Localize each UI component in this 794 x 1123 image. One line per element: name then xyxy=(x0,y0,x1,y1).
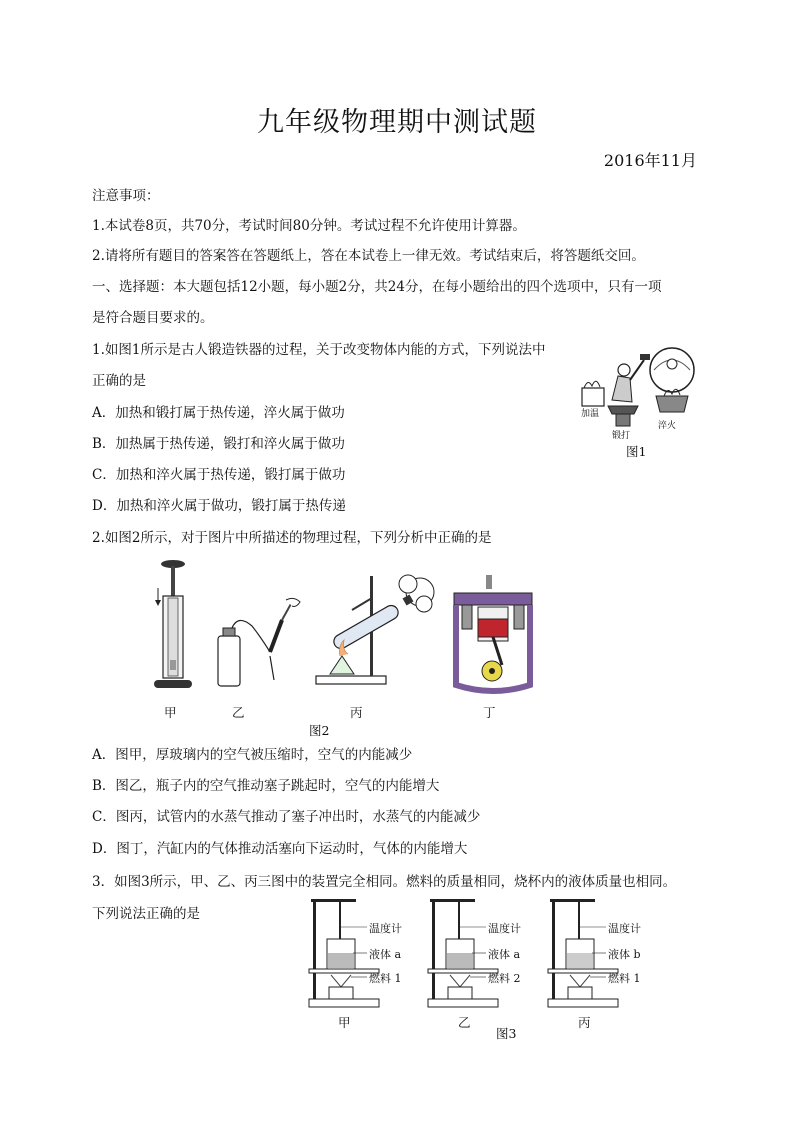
q2-option-b: B．图乙，瓶子内的空气推动塞子跳起时，空气的内能增大 xyxy=(92,778,440,794)
exam-date: 2016年11月 xyxy=(603,151,697,170)
fig3-a-thermometer-label: 温度计 xyxy=(369,922,402,935)
figure-2-engine-cylinder xyxy=(448,575,538,695)
q2-option-d: D．图丁，汽缸内的气体推动活塞向下运动时，气体的内能增大 xyxy=(92,841,468,857)
q1-option-b: B．加热属于热传递，锻打和淬火属于做功 xyxy=(92,436,345,452)
q1-option-c: C．加热和淬火属于热传递，锻打属于做功 xyxy=(92,467,346,483)
q2-option-a: A．图甲，厚玻璃内的空气被压缩时，空气的内能减少 xyxy=(92,747,413,763)
figure-1-label-quenching: 淬火 xyxy=(658,421,677,431)
figure-2-caption: 图2 xyxy=(309,723,330,738)
fig3-c-liquid-label: 液体 b xyxy=(608,948,641,961)
fig3-b-name: 乙 xyxy=(458,1015,471,1030)
fig3-c-name: 丙 xyxy=(578,1015,591,1030)
figure-2-label-d: 丁 xyxy=(483,705,496,720)
figure-2-test-tube-steam xyxy=(312,570,437,690)
fig3-b-fuel-label: 燃料 2 xyxy=(488,972,521,985)
note-2: 2.请将所有题目的答案答在答题纸上，答在本试卷上一律无效。考试结束后，将答题纸交回。 xyxy=(92,248,645,264)
q1-option-a: A．加热和锻打属于热传递，淬火属于做功 xyxy=(92,405,345,421)
q1-stem-cont: 正确的是 xyxy=(92,373,146,389)
figure-2-fire-syringe xyxy=(150,556,195,691)
note-1: 1.本试卷8页，共70分，考试时间80分钟。考试过程不允许使用计算器。 xyxy=(92,218,526,234)
q2-option-c: C．图丙，试管内的水蒸气推动了塞子冲出时，水蒸气的内能减少 xyxy=(92,809,481,825)
section-1-instructions: 一、选择题：本大题包括12小题，每小题2分，共24分，在每小题给出的四个选项中，只有一项 xyxy=(92,279,662,295)
fig3-b-liquid-label: 液体 a xyxy=(488,948,521,961)
figure-2-label-b: 乙 xyxy=(232,705,245,720)
q3-stem-cont: 下列说法正确的是 xyxy=(92,906,200,922)
fig3-a-name: 甲 xyxy=(338,1015,351,1030)
figure-1-forging-illustration xyxy=(572,340,702,445)
page-title: 九年级物理期中测试题 xyxy=(257,107,537,138)
fig3-a-fuel-label: 燃料 1 xyxy=(369,972,402,985)
q2-stem: 2.如图2所示，对于图片中所描述的物理过程，下列分析中正确的是 xyxy=(92,530,492,546)
figure-2-bottle-pump xyxy=(212,596,310,690)
figure-1-label-forging: 锻打 xyxy=(612,431,631,441)
fig3-b-thermometer-label: 温度计 xyxy=(488,922,521,935)
figure-2-label-a: 甲 xyxy=(164,705,177,720)
figure-3-caption: 图3 xyxy=(496,1026,517,1041)
fig3-a-liquid-label: 液体 a xyxy=(369,948,402,961)
figure-2-label-c: 丙 xyxy=(350,705,363,720)
section-1-instructions-cont: 是符合题目要求的。 xyxy=(92,310,214,326)
fig3-c-thermometer-label: 温度计 xyxy=(608,922,641,935)
q3-stem: 3．如图3所示，甲、乙、丙三图中的装置完全相同。燃料的质量相同，烧杯内的液体质量也相同。 xyxy=(92,874,677,890)
figure-1-label-heating: 加温 xyxy=(581,409,600,419)
q1-stem: 1.如图1所示是古人锻造铁器的过程，关于改变物体内能的方式，下列说法中 xyxy=(92,342,546,358)
fig3-c-fuel-label: 燃料 1 xyxy=(608,972,641,985)
figure-1-caption: 图1 xyxy=(626,444,647,459)
q1-option-d: D．加热和淬火属于做功，锻打属于热传递 xyxy=(92,498,346,514)
notes-heading: 注意事项： xyxy=(92,188,160,204)
